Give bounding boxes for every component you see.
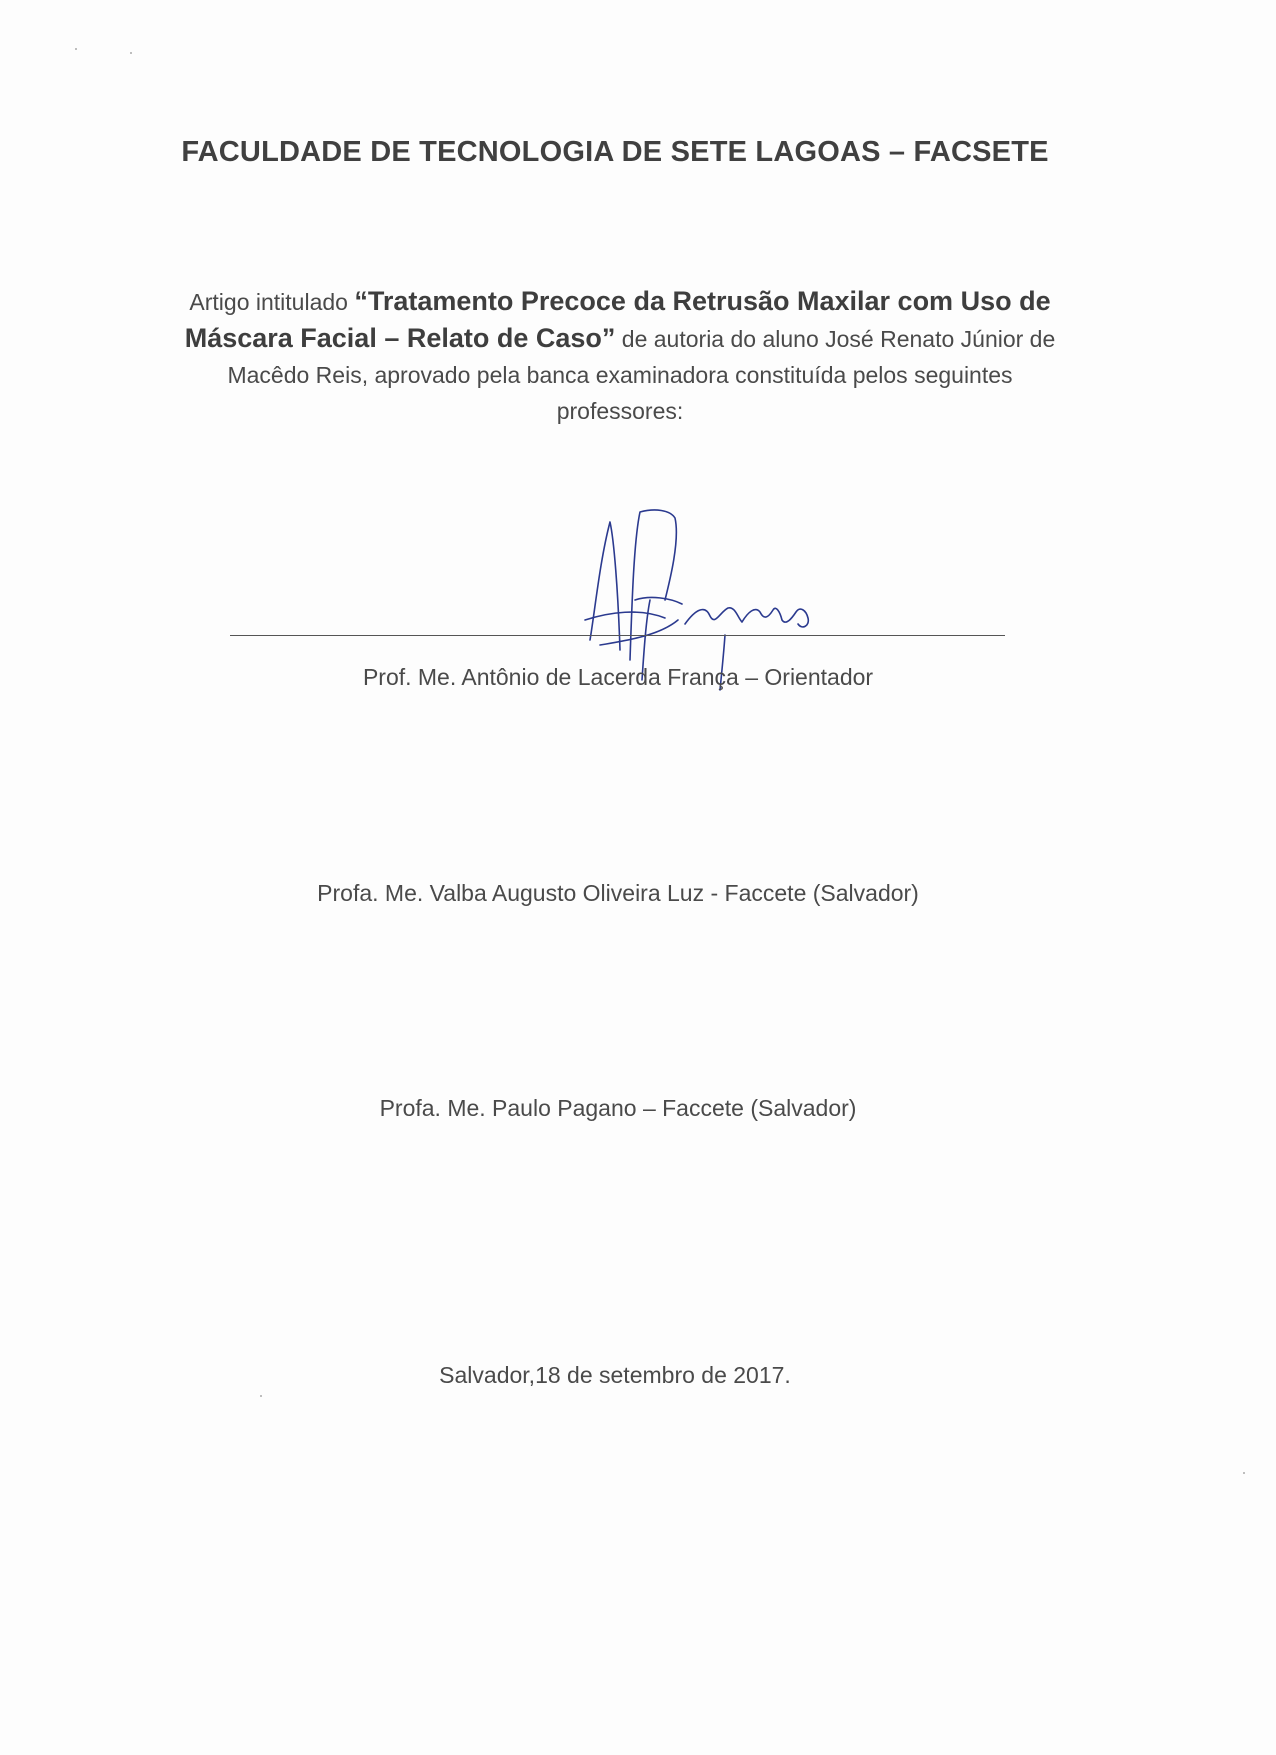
committee-member-advisor: Prof. Me. Antônio de Lacerda França – Orientador xyxy=(362,664,874,690)
scan-speck xyxy=(260,1395,262,1397)
scan-speck xyxy=(1243,1472,1245,1474)
committee-member-3: Profa. Me. Paulo Pagano – Faccete (Salvador) xyxy=(379,1095,857,1121)
scan-speck xyxy=(75,48,77,50)
approval-statement xyxy=(180,283,1060,429)
signature-line xyxy=(230,635,1005,636)
place-and-date: Salvador,18 de setembro de 2017. xyxy=(439,1362,791,1388)
intro-suffix: de autoria do aluno José Renato Júnior de Macêdo Reis, aprovado pela banca examinadora constituída pelos seguintes professores: xyxy=(227,326,1056,424)
article-title: “Tratamento Precoce da Retrusão Maxilar com Uso de Máscara Facial – Relato de Caso” xyxy=(184,286,1051,353)
intro-prefix: Artigo intitulado xyxy=(189,289,355,315)
institution-heading: FACULDADE DE TECNOLOGIA DE SETE LAGOAS – FACSETE xyxy=(181,136,1049,168)
scan-speck xyxy=(130,52,132,54)
committee-member-2: Profa. Me. Valba Augusto Oliveira Luz - Faccete (Salvador) xyxy=(317,880,919,906)
